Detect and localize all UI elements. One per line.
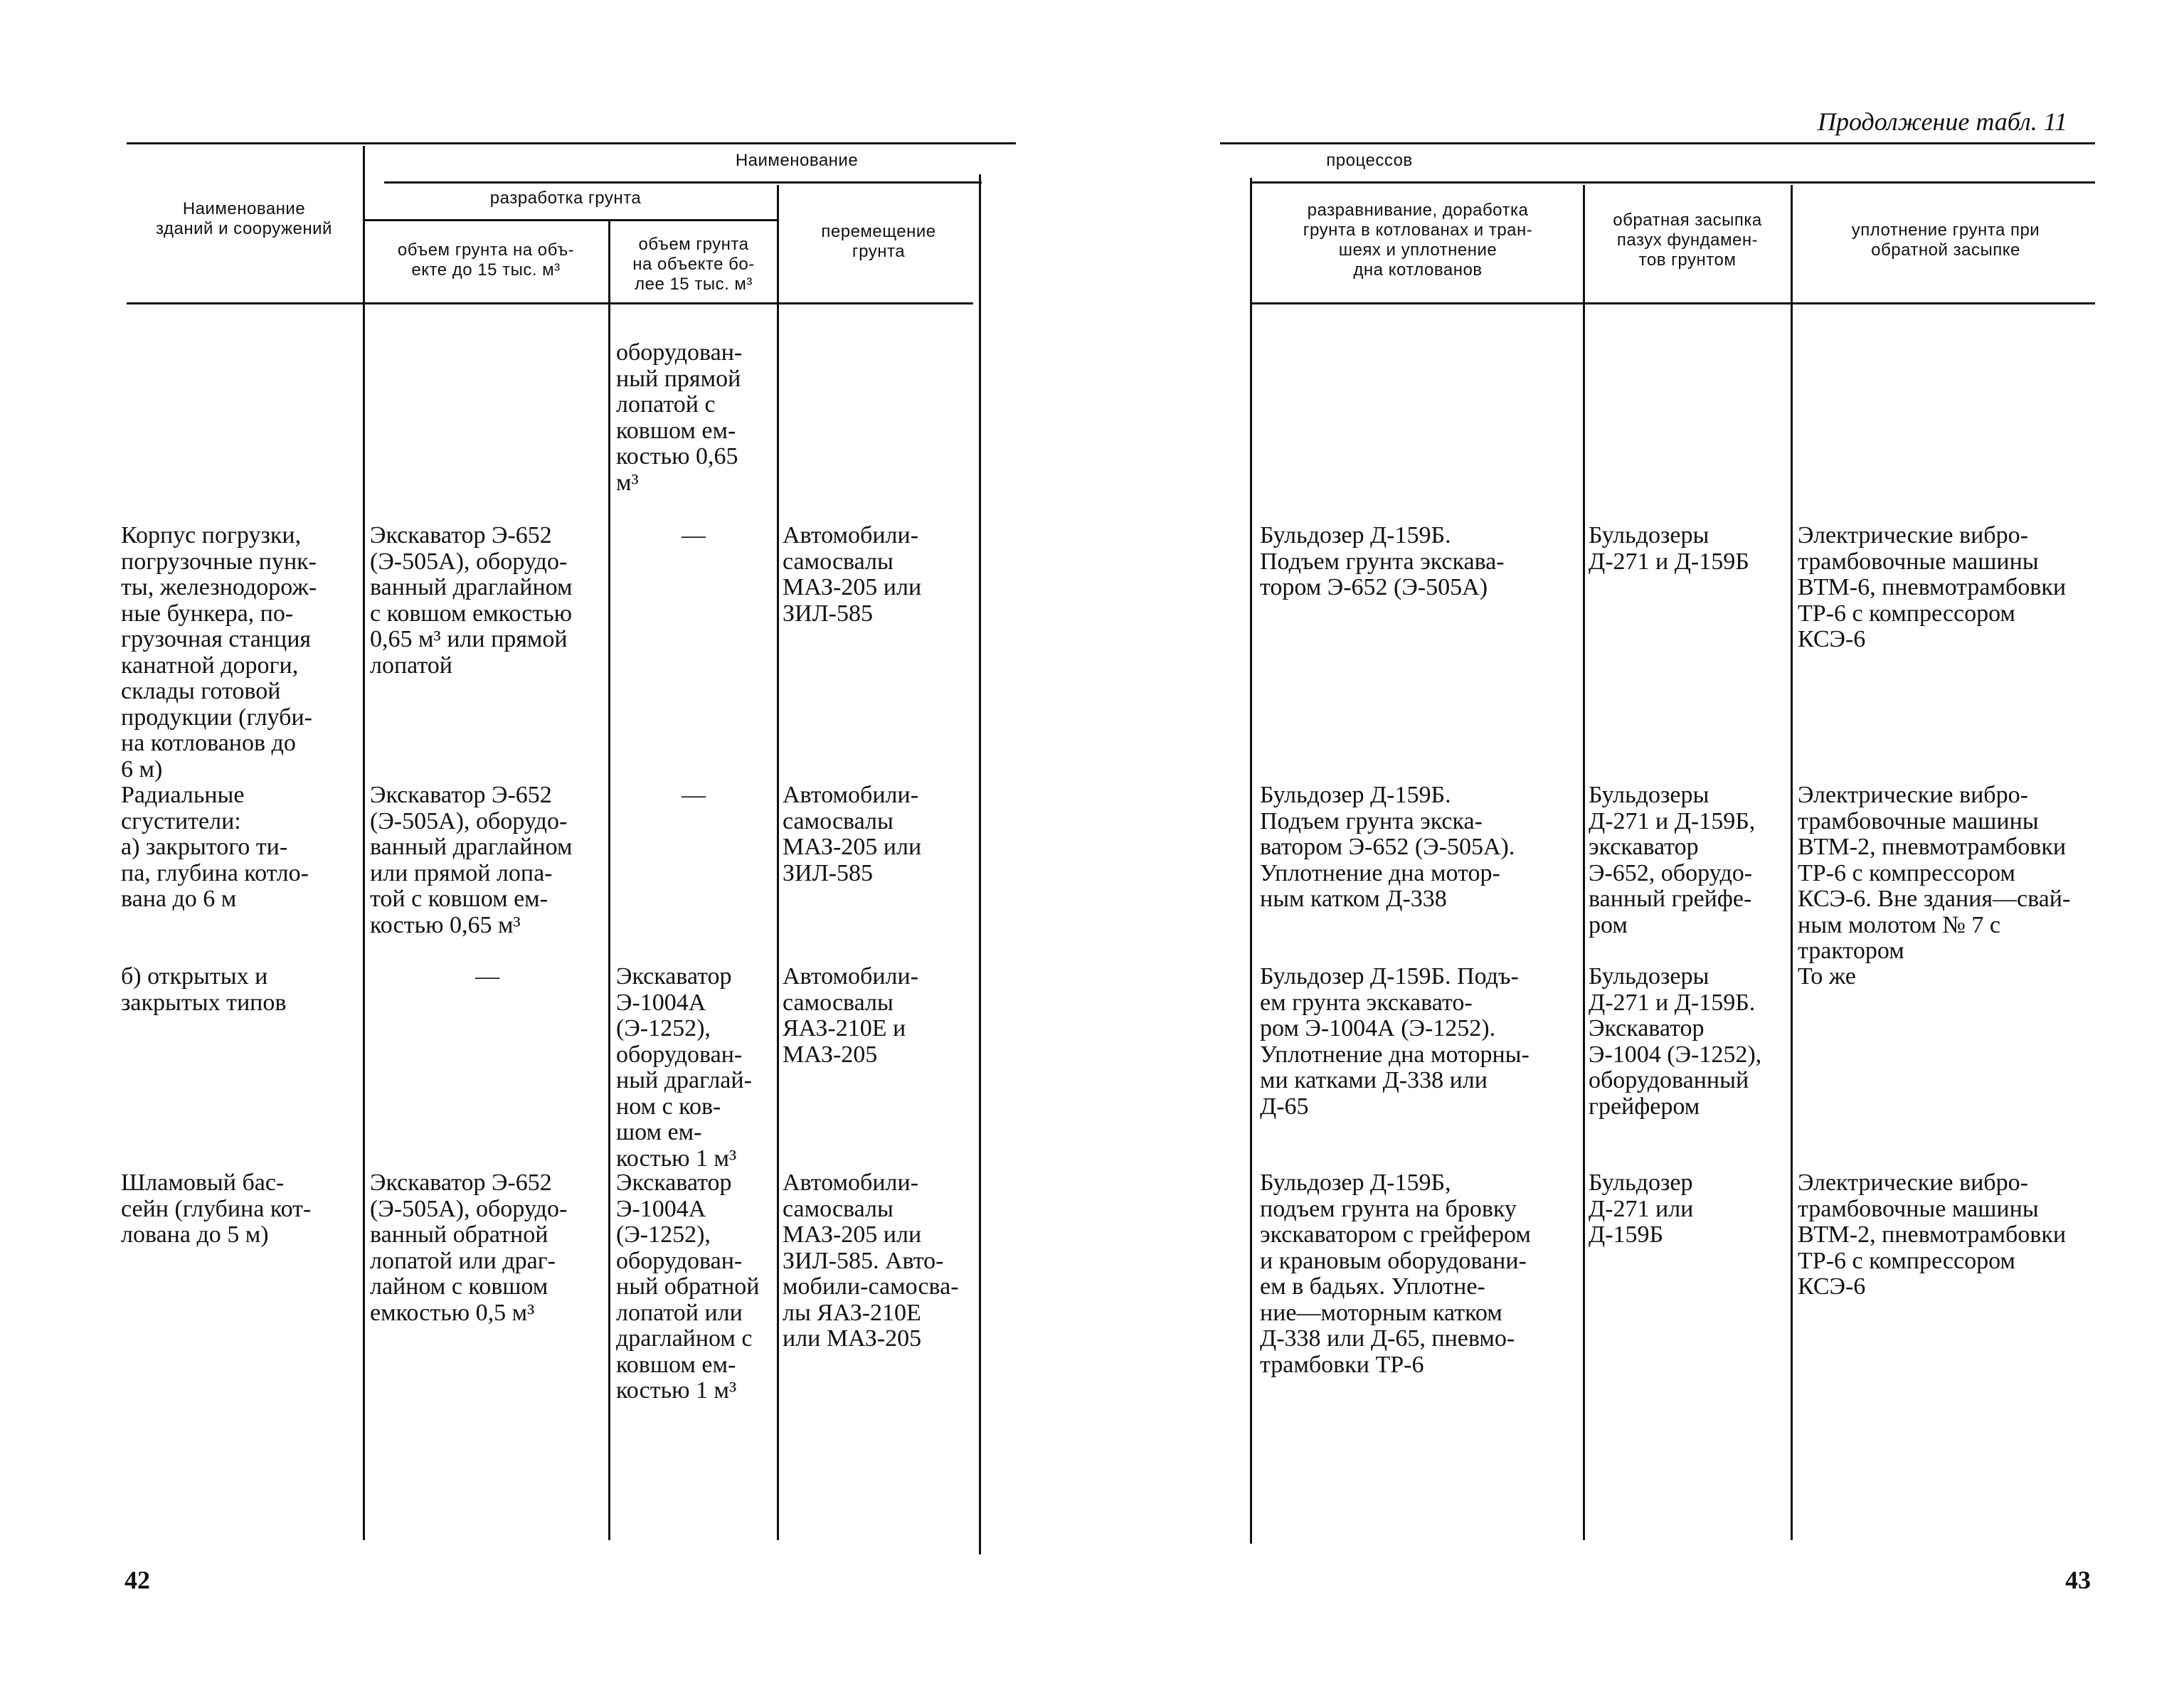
table-cell: Бульдозер Д-271 или Д-159Б: [1589, 1170, 1694, 1248]
page-number-right: 43: [2065, 1566, 2091, 1594]
right-left-edge: [1250, 178, 1252, 1544]
table-cell: Экскаватор Э-1004А (Э-1252), оборудован- ный драглай- ном с ков- шом ем- костью 1 м³: [616, 963, 752, 1172]
header-compaction: уплотнение грунта при обратной засыпке: [1851, 221, 2040, 260]
page-number-left: 42: [124, 1566, 150, 1594]
table-cell: —: [475, 963, 499, 990]
table-cell: Корпус погрузки, погрузочные пунк- ты, железнодорож- ные бункера, по- грузочная станция канатной дороги, склады готовой продукции (глуби- на котлованов до 6 м): [121, 522, 317, 783]
header-volume-under-15k: объем грунта на объ- екте до 15 тыс. м³: [397, 240, 575, 280]
table-cell: Бульдозер Д-159Б. Подъ- ем грунта экскавато- ром Э-1004А (Э-1252). Уплотнение дна моторны- ми катками Д-338 или Д-65: [1260, 963, 1530, 1120]
table-cell: Бульдозеры Д-271 и Д-159Б. Экскаватор Э-1004 (Э-1252), оборудованный грейфером: [1589, 963, 1762, 1120]
left-group-rule: [384, 181, 982, 184]
table-cell: Автомобили- самосвалы МАЗ-205 или ЗИЛ-585: [783, 522, 922, 627]
table-cell: —: [682, 522, 706, 548]
header-volume-over-15k: объем грунта на объекте бо- лее 15 тыс. м³: [632, 235, 755, 294]
right-page: [1092, 0, 2184, 1681]
table-cell: Электрические вибро- трамбовочные машины ВТМ-6, пневмотрамбовки ТР-6 с компрессором КСЭ-6: [1798, 522, 2067, 652]
right-col-divider-2: [1791, 185, 1793, 1540]
left-top-rule: [127, 142, 1016, 144]
table-cell: б) открытых и закрытых типов: [121, 963, 287, 1016]
table-cell: —: [682, 782, 706, 808]
left-header-bottom-rule: [127, 302, 973, 304]
table-continuation-label: Продолжение табл. 11: [1818, 107, 2068, 136]
table-cell: Экскаватор Э-652 (Э-505А), оборудо- ванный драглайном или прямой лопа- той с ковшом ем- костью 0,65 м³: [370, 782, 573, 938]
right-group-rule: [1252, 181, 2095, 184]
left-col-divider-2: [608, 221, 610, 1540]
table-cell: Шламовый бас- сейн (глубина кот- лована до 5 м): [121, 1170, 312, 1248]
left-right-edge: [979, 174, 981, 1554]
table-cell: Радиальные сгустители: а) закрытого ти- па, глубина котло- вана до 6 м: [121, 782, 309, 912]
table-cell: Бульдозер Д-159Б. Подъем грунта экска- ватором Э-652 (Э-505А). Уплотнение дна мотор- ным катком Д-338: [1260, 782, 1515, 912]
header-soil-movement: перемещение грунта: [821, 222, 936, 261]
table-cell: Электрические вибро- трамбовочные машины ВТМ-2, пневмотрамбовки ТР-6 с компрессором КСЭ-6. Вне здания—свай- ным молотом № 7 с трактором: [1798, 782, 2071, 964]
table-cell: Бульдозер Д-159Б. Подъем грунта экскава- тором Э-652 (Э-505А): [1260, 522, 1505, 600]
header-soil-excavation: разработка грунта: [489, 189, 642, 208]
table-cell: Экскаватор Э-652 (Э-505А), оборудо- ванный обратной лопатой или драг- лайном с ковшом емкостью 0,5 м³: [370, 1170, 568, 1326]
table-cell: Экскаватор Э-1004А (Э-1252), оборудован- ный обратной лопатой или драглайном с ковшом ем- костью 1 м³: [616, 1170, 760, 1404]
table-cell: Бульдозеры Д-271 и Д-159Б, экскаватор Э-652, оборудо- ванный грейфе- ром: [1589, 782, 1756, 938]
left-col-divider-1: [363, 146, 365, 1540]
table-cell: Автомобили- самосвалы ЯАЗ-210Е и МАЗ-205: [783, 963, 919, 1068]
header-building-names: Наименование зданий и сооружений: [156, 199, 332, 238]
header-group-name: Наименование: [735, 151, 859, 170]
table-cell: Автомобили- самосвалы МАЗ-205 или ЗИЛ-585: [783, 782, 922, 886]
table-cell: Бульдозер Д-159Б, подъем грунта на бровку экскаватором с грейфером и крановым оборудовани- ем в бадьях. Уплотне- ние—моторным катком Д-338 или Д-65, пневмо- трамбовки ТР-6: [1260, 1170, 1531, 1378]
header-processes: процессов: [1326, 151, 1413, 170]
left-col-divider-3: [777, 185, 779, 1540]
table-cell: оборудован- ный прямой лопатой с ковшом ем- костью 0,65 м³: [616, 339, 743, 496]
left-subgroup-rule: [364, 219, 777, 221]
right-col-divider-1: [1583, 185, 1585, 1540]
right-header-bottom-rule: [1252, 302, 2095, 304]
table-cell: Экскаватор Э-652 (Э-505А), оборудо- ванный драглайном с ковшом емкостью 0,65 м³ или прямой лопатой: [370, 522, 573, 679]
header-backfill: обратная засыпка пазух фундамен- тов грунтом: [1613, 211, 1762, 270]
table-cell: Электрические вибро- трамбовочные машины ВТМ-2, пневмотрамбовки ТР-6 с компрессором КСЭ-6: [1798, 1170, 2067, 1300]
table-cell: Автомобили- самосвалы МАЗ-205 или ЗИЛ-585. Авто- мобили-самосва- лы ЯАЗ-210Е или МАЗ-205: [783, 1170, 959, 1352]
right-top-rule: [1220, 142, 2095, 144]
table-cell: То же: [1798, 963, 1856, 990]
header-leveling: разравнивание, доработка грунта в котлованах и тран- шеях и уплотнение дна котлованов: [1303, 201, 1533, 280]
table-cell: Бульдозеры Д-271 и Д-159Б: [1589, 522, 1749, 575]
